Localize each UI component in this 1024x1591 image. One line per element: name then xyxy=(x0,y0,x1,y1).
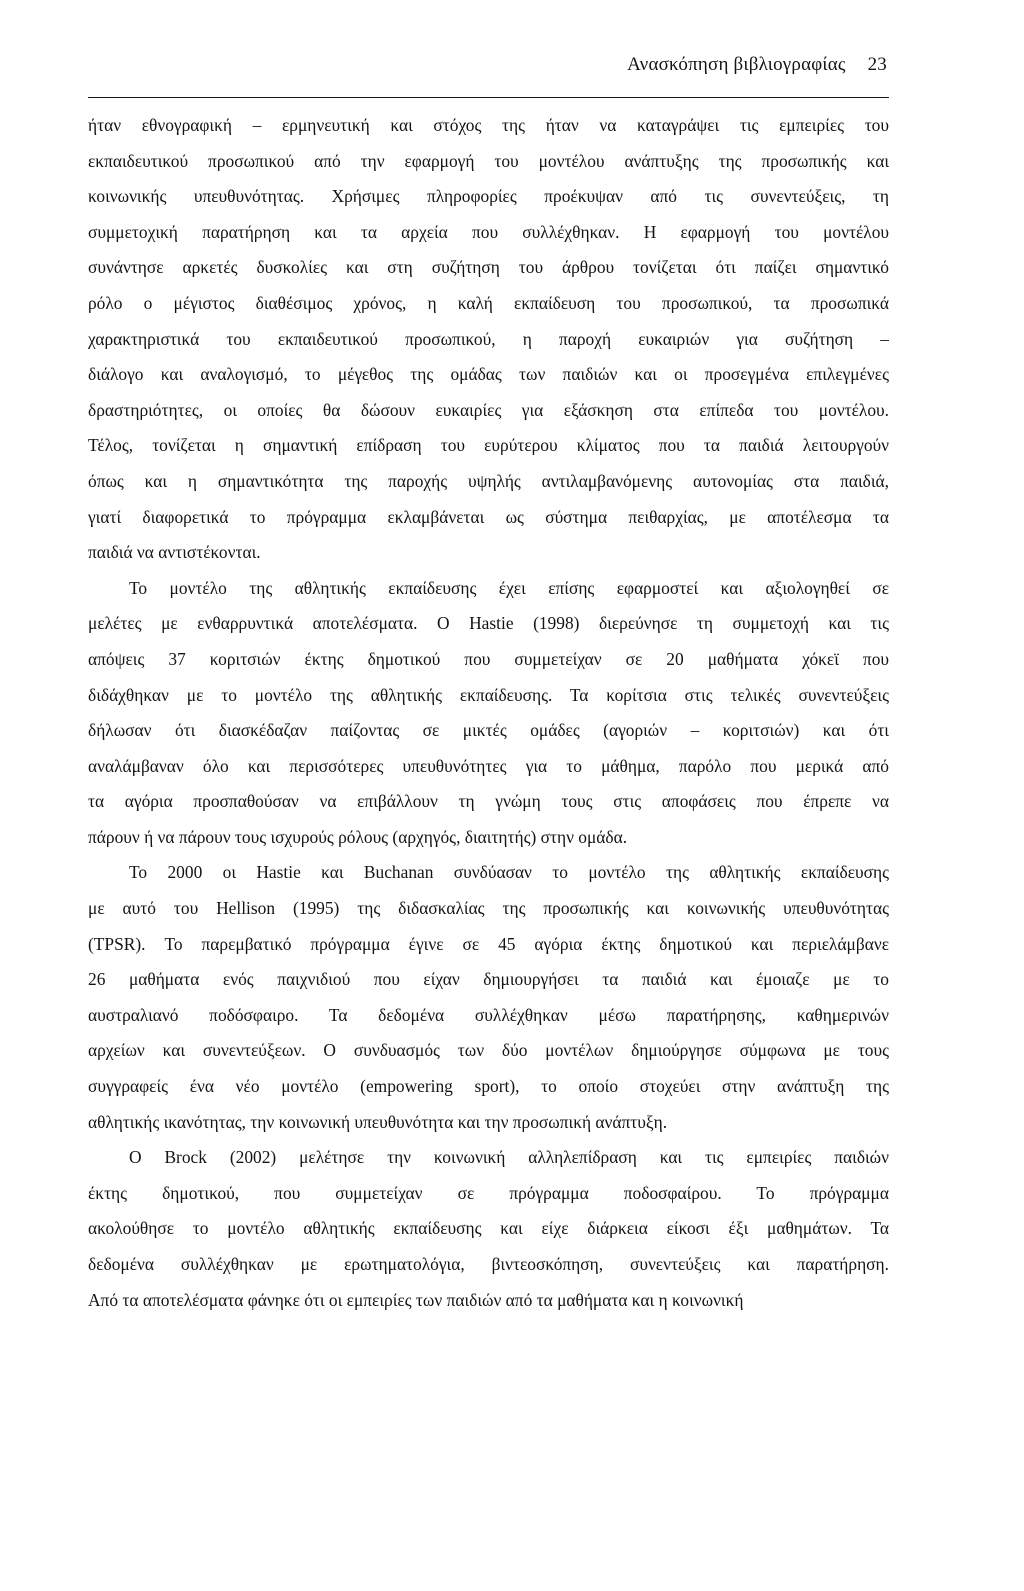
text-line: 26 μαθήματα ενός παιχνιδιού που είχαν δημιουργήσει τα παιδιά και έμοιαζε με το xyxy=(88,969,889,990)
text-line: διδάχθηκαν με το μοντέλο της αθλητικής εκπαίδευσης. Τα κορίτσια στις τελικές συνεντεύξεις xyxy=(88,684,889,705)
running-header-title: Ανασκόπηση βιβλιογραφίας xyxy=(627,54,846,75)
text-line: εκπαιδευτικού προσωπικού από την εφαρμογή του μοντέλου ανάπτυξης της προσωπικής και xyxy=(88,150,889,171)
header-rule xyxy=(88,97,889,98)
text-line: δραστηριότητες, οι οποίες θα δώσουν ευκαιρίες για εξάσκηση στα επίπεδα του μοντέλου. xyxy=(88,399,889,420)
text-line: Ο Brock (2002) μελέτησε την κοινωνική αλληλεπίδραση και τις εμπειρίες παιδιών xyxy=(129,1147,889,1168)
text-line: Το μοντέλο της αθλητικής εκπαίδευσης έχει επίσης εφαρμοστεί και αξιολογηθεί σε xyxy=(129,577,889,598)
text-line: συμμετοχική παρατήρηση και τα αρχεία που συλλέχθηκαν. Η εφαρμογή του μοντέλου xyxy=(88,221,889,242)
text-line: συνάντησε αρκετές δυσκολίες και στη συζήτηση του άρθρου τονίζεται ότι παίζει σημαντικό xyxy=(88,257,889,278)
text-line: (TPSR). Το παρεμβατικό πρόγραμμα έγινε σε 45 αγόρια έκτης δημοτικού και περιελάμβανε xyxy=(88,933,889,954)
text-line: απόψεις 37 κοριτσιών έκτης δημοτικού που συμμετείχαν σε 20 μαθήματα χόκεϊ που xyxy=(88,648,889,669)
text-line: με αυτό του Hellison (1995) της διδασκαλίας της προσωπικής και κοινωνικής υπευθυνότητας xyxy=(88,898,889,919)
text-line: ρόλο ο μέγιστος διαθέσιμος χρόνος, η καλή εκπαίδευση του προσωπικού, τα προσωπικά xyxy=(88,292,889,313)
text-line: συγγραφείς ένα νέο μοντέλο (empowering sport), το οποίο στοχεύει στην ανάπτυξη της xyxy=(88,1076,889,1097)
text-line: μελέτες με ενθαρρυντικά αποτελέσματα. Ο Hastie (1998) διερεύνησε τη συμμετοχή και τις xyxy=(88,613,889,634)
paragraph xyxy=(88,1140,889,1318)
text-line: αθλητικής ικανότητας, την κοινωνική υπευθυνότητα και την προσωπική ανάπτυξη. xyxy=(88,1111,668,1132)
text-line: γιατί διαφορετικά το πρόγραμμα εκλαμβάνεται ως σύστημα πειθαρχίας, με αποτέλεσμα τα xyxy=(88,506,889,527)
text-line: τα αγόρια προσπαθούσαν να επιβάλλουν τη γνώμη τους στις αποφάσεις που έπρεπε να xyxy=(88,791,889,812)
text-line: χαρακτηριστικά του εκπαιδευτικού προσωπικού, η παροχή ευκαιριών για συζήτηση – xyxy=(88,328,889,349)
paragraph xyxy=(88,571,889,856)
running-header xyxy=(88,54,887,76)
paragraph xyxy=(88,855,889,1140)
paragraph xyxy=(88,108,889,571)
text-line: παιδιά να αντιστέκονται. xyxy=(88,542,261,563)
text-line: αυστραλιανό ποδόσφαιρο. Τα δεδομένα συλλέχθηκαν μέσω παρατήρησης, καθημερινών xyxy=(88,1004,889,1025)
text-line: διάλογο και αναλογισμό, το μέγεθος της ομάδας των παιδιών και οι προσεγμένα επιλεγμένες xyxy=(88,364,889,385)
text-line: δεδομένα συλλέχθηκαν με ερωτηματολόγια, βιντεοσκόπηση, συνεντεύξεις και παρατήρηση. xyxy=(88,1254,889,1274)
text-line: Το 2000 οι Hastie και Buchanan συνδύασαν το μοντέλο της αθλητικής εκπαίδευσης xyxy=(129,862,889,883)
text-line: αναλάμβαναν όλο και περισσότερες υπευθυνότητες για το μάθημα, παρόλο που μερικά από xyxy=(88,755,889,776)
text-line: αρχείων και συνεντεύξεων. Ο συνδυασμός των δύο μοντέλων δημιούργησε σύμφωνα με τους xyxy=(88,1040,889,1061)
text-line: Τέλος, τονίζεται η σημαντική επίδραση του ευρύτερου κλίματος που τα παιδιά λειτουργούν xyxy=(88,435,889,456)
text-line: κοινωνικής υπευθυνότητας. Χρήσιμες πληροφορίες προέκυψαν από τις συνεντεύξεις, τη xyxy=(88,186,889,207)
text-line: ήταν εθνογραφική – ερμηνευτική και στόχος της ήταν να καταγράψει τις εμπειρίες του xyxy=(88,115,889,135)
page-number: 23 xyxy=(867,54,887,75)
text-line: έκτης δημοτικού, που συμμετείχαν σε πρόγραμμα ποδοσφαίρου. Το πρόγραμμα xyxy=(88,1182,889,1203)
text-line: όπως και η σημαντικότητα της παροχής υψηλής αντιλαμβανόμενης αυτονομίας στα παιδιά, xyxy=(88,470,889,491)
text-line: δήλωσαν ότι διασκέδαζαν παίζοντας σε μικτές ομάδες (αγοριών – κοριτσιών) και ότι xyxy=(88,720,889,741)
body-text xyxy=(88,108,889,1318)
text-line: πάρουν ή να πάρουν τους ισχυρούς ρόλους (αρχηγός, διαιτητής) στην ομάδα. xyxy=(88,826,628,847)
text-line: ακολούθησε το μοντέλο αθλητικής εκπαίδευσης και είχε διάρκεια είκοσι έξι μαθημάτων. Τα xyxy=(88,1218,889,1239)
text-line: Από τα αποτελέσματα φάνηκε ότι οι εμπειρίες των παιδιών από τα μαθήματα και η κοινωνική xyxy=(88,1289,744,1310)
